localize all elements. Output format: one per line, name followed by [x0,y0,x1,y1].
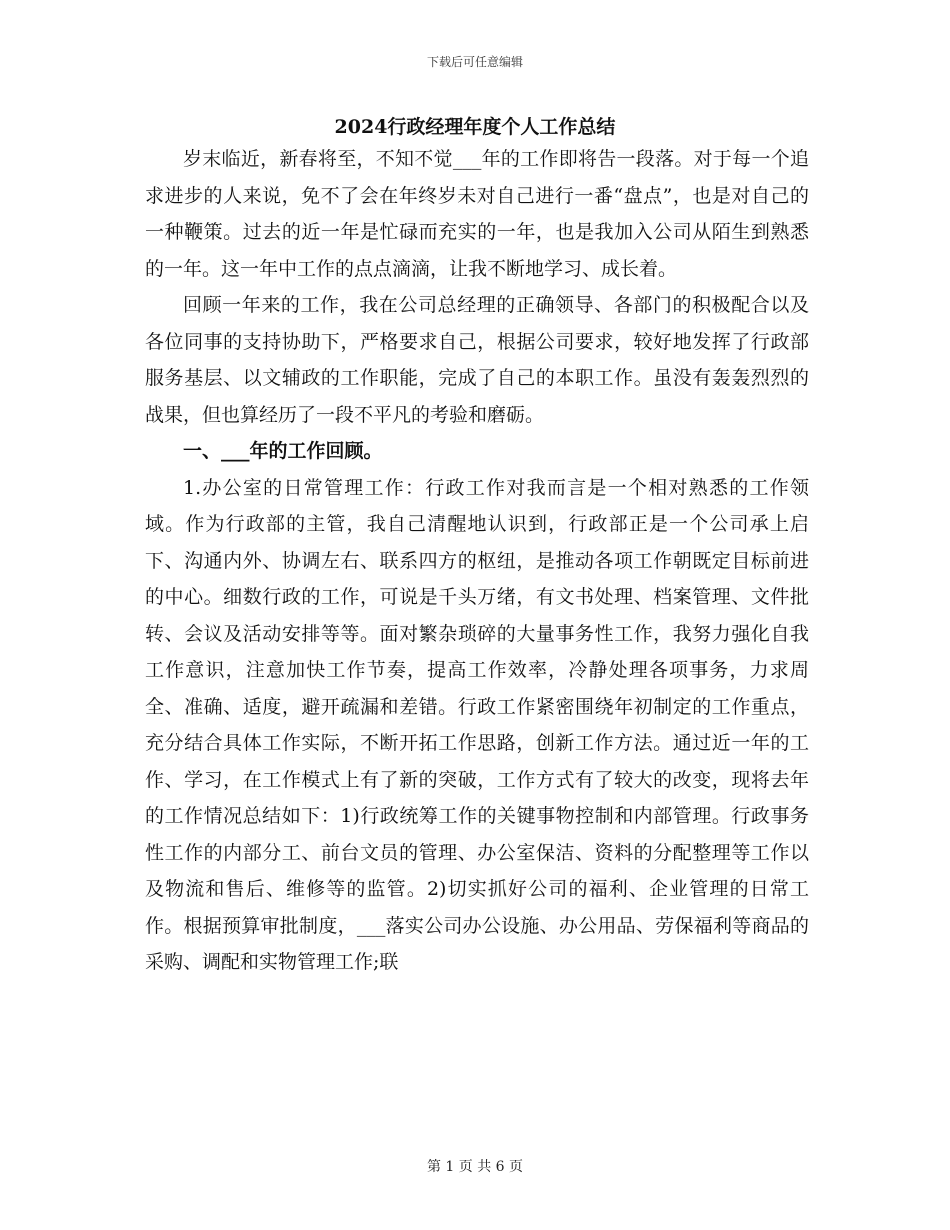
page-number-footer: 第 1 页 共 6 页 [426,1159,524,1175]
document-title: 2024行政经理年度个人工作总结 [334,116,616,138]
page-header-note: 下载后可任意编辑 [426,55,523,69]
section-paragraph: 1.办公室的日常管理工作：行政工作对我而言是一个相对熟悉的工作领域。作为行政部的主管，我自己清醒地认识到，行政部正是一个公司承上启下、沟通内外、协调左右、联系四方的枢纽，是推动各项工作朝既定目标前进的中心。细数行政的工作，可说是千头万绪，有文书处理、档案管理、文件批转、会议及活动安排等等。面对繁杂琐碎的大量事务性工作，我努力强化自我工作意识，注意加快工作节奏，提高工作效率，冷静处理各项事务，力求周全、准确、适度，避开疏漏和差错。行政工作紧密围绕年初制定的工作重点，充分结合具体工作实际，不断开拓工作思路，创新工作方法。通过近一年的工作、学习，在工作模式上有了新的突破，工作方式有了较大的改变，现将去年的工作情况总结如下：1)行政统筹工作的关键事物控制和内部管理。行政事务性工作的内部分工、前台文员的管理、办公室保洁、资料的分配整理等工作以及物流和售后、维修等的监管。2)切实抓好公司的福利、企业管理的日常工作。根据预算审批制度，___落实公司办公设施、办公用品、劳保福利等商品的采购、调配和实物管理工作;联 [145,476,809,973]
intro-paragraph: 岁末临近，新春将至，不知不觉___年的工作即将告一段落。对于每一个追求进步的人来说，免不了会在年终岁未对自己进行一番“盘点”，也是对自己的一种鞭策。过去的近一年是忙碌而充实的一年，也是我加入公司从陌生到熟悉的一年。这一年中工作的点点滴滴，让我不断地学习、成长着。 [145,148,809,280]
section-heading: 一、___年的工作回顾。 [183,440,383,462]
review-paragraph: 回顾一年来的工作，我在公司总经理的正确领导、各部门的积极配合以及各位同事的支持协助下，严格要求自己，根据公司要求，较好地发挥了行政部服务基层、以文辅政的工作职能，完成了自己的本职工作。虽没有轰轰烈烈的战果，但也算经历了一段不平凡的考验和磨砺。 [145,294,809,426]
document-body [145,141,809,981]
